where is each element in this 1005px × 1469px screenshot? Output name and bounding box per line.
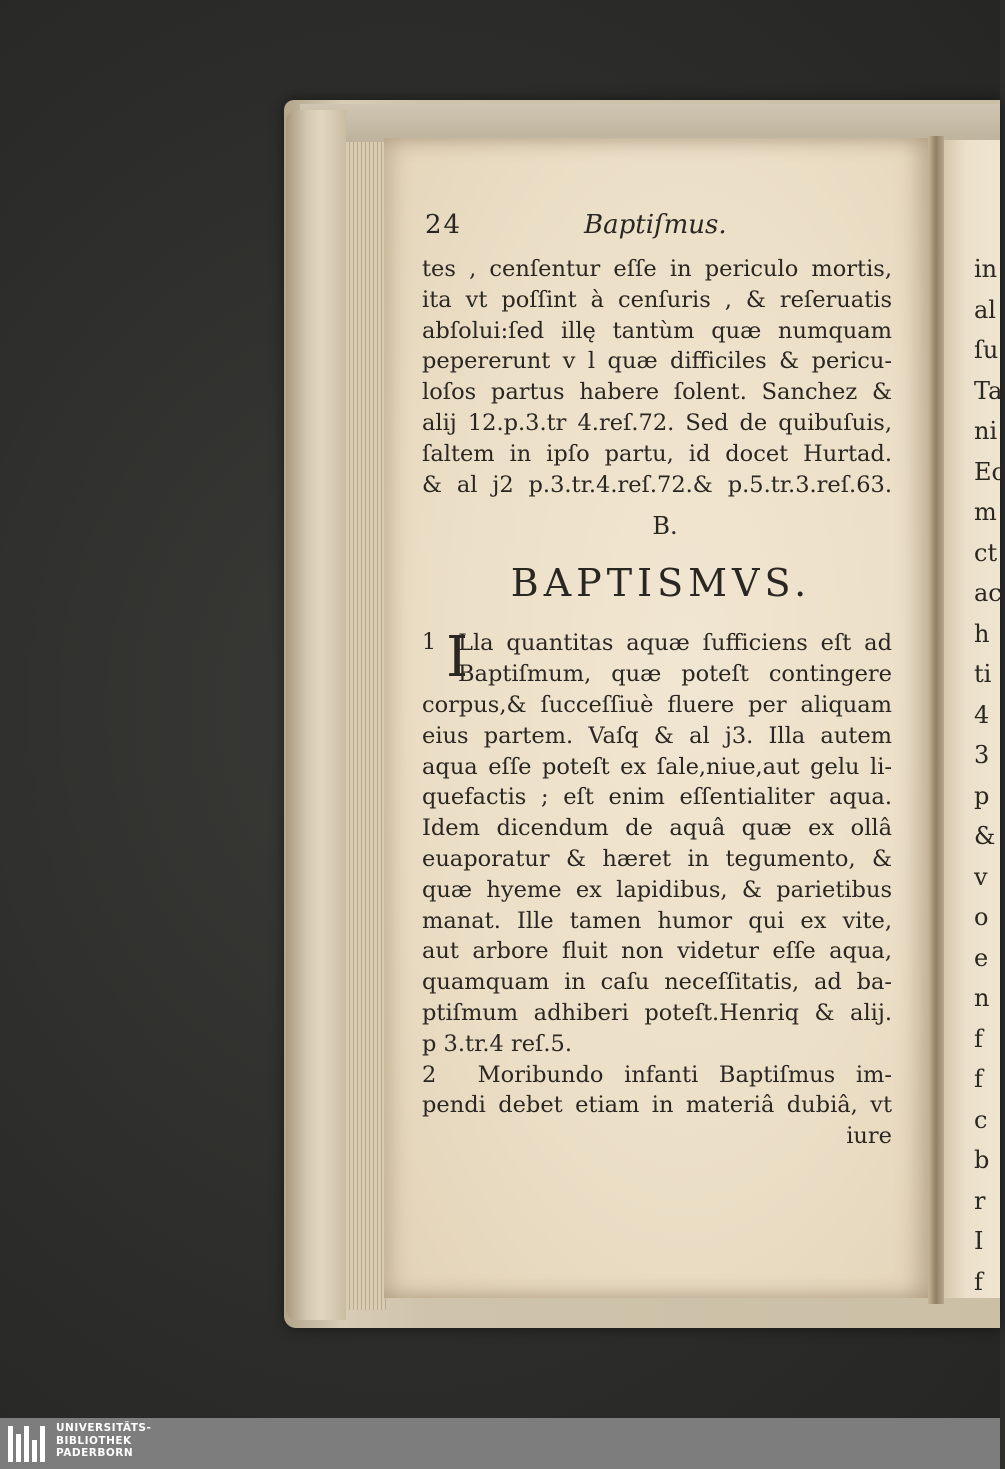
right-page-letter: I	[974, 1227, 984, 1255]
text-line: & al j2 p.3.tr.4.reſ.72.& p.5.tr.3.reſ.63.	[422, 471, 892, 498]
text-line: pepererunt v l quæ difficiles & pericu-	[422, 348, 892, 375]
text-line: euaporatur & hæret in tegumento, &	[422, 845, 892, 872]
right-page-letter: ac	[974, 579, 1002, 607]
right-page-letter: n	[974, 984, 990, 1012]
library-footer-bar	[0, 1418, 1000, 1469]
page-stack-edge	[346, 142, 386, 1310]
drop-cap-initial: I	[446, 625, 469, 691]
running-title: Baptiſmus.	[584, 210, 727, 240]
text-line: manat. Ille tamen humor qui ex vite,	[422, 907, 892, 934]
text-line	[422, 1060, 892, 1091]
right-page-letter: 4	[974, 700, 990, 729]
paragraph-2	[422, 1060, 900, 1152]
text-line: aut arbore fluit non videtur eſſe aqua,	[422, 938, 892, 965]
text-line: ptiſmum adhiberi poteſt.Henriq & alij.	[422, 999, 892, 1026]
text-line: quamquam in caſu neceſſitatis, ad ba-	[422, 969, 892, 996]
carryover-text	[422, 254, 900, 500]
right-page-letter: m	[974, 498, 997, 526]
right-page-letter: h	[974, 619, 990, 648]
text-line: tes , cenſentur eſſe in periculo mortis,	[422, 256, 892, 282]
right-page-letter: c	[974, 1105, 988, 1134]
text-line: Baptiſmum, quæ poteſt contingere	[458, 661, 892, 688]
text-line: loſos partus habere ſolent. Sanchez &	[422, 379, 892, 406]
right-page-letter: f	[974, 1065, 983, 1093]
section-letter: B.	[652, 512, 678, 541]
paragraph-number: 1	[422, 630, 436, 656]
library-logo-text	[56, 1422, 151, 1460]
right-page-fragment	[944, 140, 1005, 1298]
text-line: aqua eſſe poteſt ex ſale,niue,aut gelu li-	[422, 753, 892, 780]
text-line: abſolui:ſed illę tantùm quæ numquam	[422, 317, 892, 344]
library-logo-icon	[8, 1422, 50, 1464]
logo-line: PADERBORN	[56, 1447, 134, 1459]
text-line: p 3.tr.4 reſ.5.	[422, 1030, 572, 1057]
paragraph-1	[422, 625, 900, 1059]
text-line: alij 12.p.3.tr 4.reſ.72. Sed de quibuſuis,	[422, 409, 892, 436]
right-page-letter: ct	[974, 538, 998, 567]
text-line: Idem dicendum de aquâ quæ ex ollâ	[422, 815, 892, 842]
right-page-letter: 3	[974, 741, 990, 769]
right-page-letter: al	[974, 295, 996, 324]
right-page-letter: e	[974, 943, 989, 972]
right-page-letter: &	[974, 822, 996, 850]
running-head	[422, 210, 900, 254]
text-line: quæ hyeme ex lapidibus, & parietibus	[422, 876, 892, 903]
book-gutter	[928, 136, 944, 1304]
right-page-letter: ti	[974, 660, 992, 688]
text-line: quefactis ; eſt enim eſſentialiter aqua.	[422, 784, 892, 811]
page-number: 24	[425, 210, 463, 240]
right-page-letter: v	[974, 862, 988, 891]
right-page-letter: f	[974, 1267, 983, 1296]
text-line: pendi debet etiam in materiâ dubiâ, vt	[422, 1092, 892, 1119]
text-line: corpus,& ſucceſſiuè fluere per aliquam	[422, 691, 892, 718]
section-title: BAPTISMVS.	[510, 561, 812, 606]
right-page-letter: in	[974, 255, 998, 283]
right-page-letter: Ec	[974, 457, 1005, 486]
paragraph-text: Moribundo infanti Baptiſmus im-	[477, 1061, 892, 1088]
book-spine-edge	[286, 110, 346, 1320]
right-page-letter: f	[974, 1024, 983, 1053]
right-page-letter: ni	[974, 417, 998, 445]
text-line: eius partem. Vaſq & al j3. Illa autem	[422, 722, 892, 749]
right-page-letter: Ta	[974, 376, 1003, 405]
right-page-letter: ſu	[974, 336, 999, 364]
logo-line: BIBLIOTHEK	[56, 1434, 132, 1447]
right-page-letter: b	[974, 1146, 990, 1174]
right-page-letter: o	[974, 903, 989, 931]
right-page-letter: r	[974, 1186, 986, 1215]
text-line: ſaltem in ipſo partu, id docet Hurtad.	[422, 440, 892, 467]
paragraph-number: 2	[422, 1061, 437, 1088]
right-page-letter: p	[974, 781, 990, 810]
text-line: ita vt poſſint à cenſuris , & reſeruatis	[422, 286, 892, 313]
logo-line: UNIVERSITÄTS-	[56, 1422, 152, 1434]
page-text	[422, 210, 900, 1152]
text-line: Lla quantitas aquæ ſufficiens eſt ad	[458, 630, 892, 657]
catchword: iure	[846, 1123, 892, 1150]
